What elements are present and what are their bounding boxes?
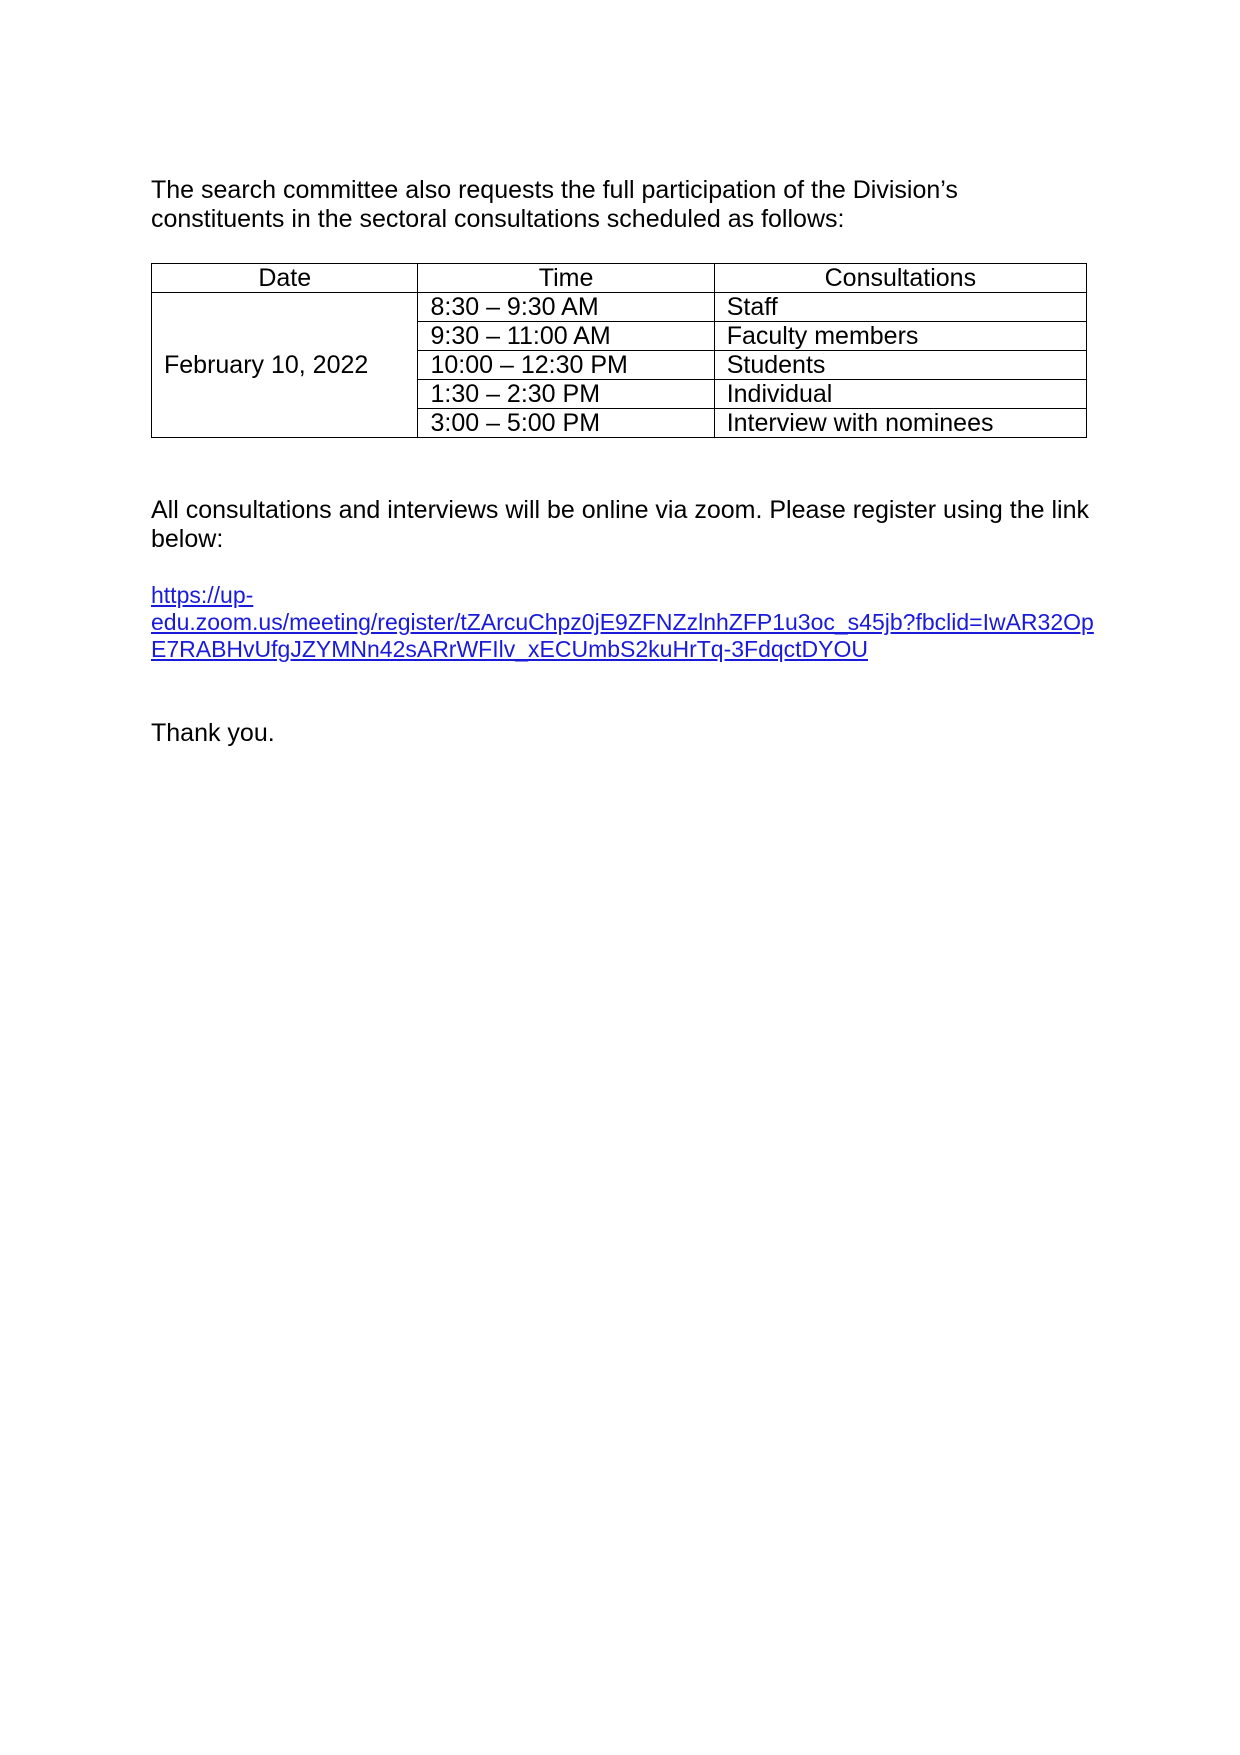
online-info-paragraph: All consultations and interviews will be online via zoom. Please register using the link below: — [151, 496, 1089, 553]
link-line-1: https://up- — [151, 582, 254, 608]
consultation-cell: Faculty members — [714, 322, 1086, 351]
time-cell: 9:30 – 11:00 AM — [418, 322, 714, 351]
registration-link-block — [151, 582, 1096, 663]
consultation-cell: Individual — [714, 380, 1086, 409]
link-line-3: E7RABHvUfgJZYMNn42sARrWFIlv_xECUmbS2kuHrTq-3FdqctDYOU — [151, 636, 868, 662]
consultation-cell: Interview with nominees — [714, 409, 1086, 438]
consultation-cell: Students — [714, 351, 1086, 380]
registration-link[interactable] — [151, 582, 1094, 662]
date-cell: February 10, 2022 — [152, 293, 418, 438]
intro-paragraph: The search committee also requests the full participation of the Division’s constituents in the sectoral consultations scheduled as follows: — [151, 176, 958, 233]
consultation-schedule-table — [151, 263, 1087, 438]
table-row — [152, 293, 1087, 322]
document-page — [151, 176, 1094, 748]
link-line-2: edu.zoom.us/meeting/register/tZArcuChpz0jE9ZFNZzlnhZFP1u3oc_s45jb?fbclid=IwAR32Op — [151, 609, 1094, 635]
header-time: Time — [418, 264, 714, 293]
header-consultations: Consultations — [714, 264, 1086, 293]
closing-paragraph: Thank you. — [151, 719, 275, 747]
time-cell: 8:30 – 9:30 AM — [418, 293, 714, 322]
consultation-cell: Staff — [714, 293, 1086, 322]
table-header-row — [152, 264, 1087, 293]
time-cell: 3:00 – 5:00 PM — [418, 409, 714, 438]
time-cell: 1:30 – 2:30 PM — [418, 380, 714, 409]
header-date: Date — [152, 264, 418, 293]
time-cell: 10:00 – 12:30 PM — [418, 351, 714, 380]
